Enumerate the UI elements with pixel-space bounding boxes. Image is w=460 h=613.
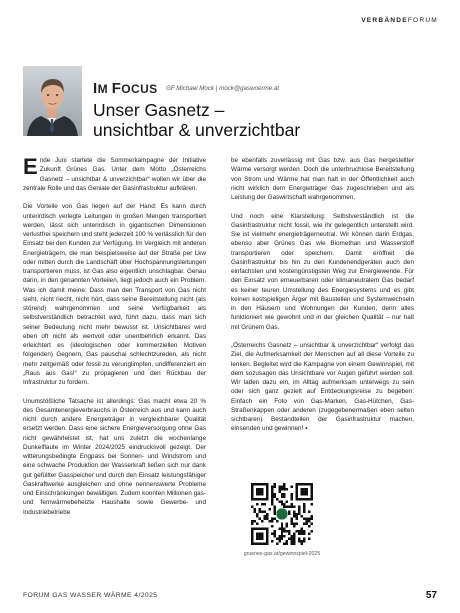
author-portrait-image	[23, 66, 82, 136]
footer-publication: FORUM GAS WASSER WÄRME 4/2025	[23, 592, 158, 599]
section-name-light: FORUM	[407, 17, 438, 24]
author-byline: GF Michael Mock | mock@gaswoerme.at	[166, 85, 279, 92]
qr-caption: gruenes-gas.at/gewinnspiel-2025	[243, 551, 321, 557]
paragraph: „Österreichs Gasnetz – unsichtbar & unverzichtbar“ verfolgt das Ziel, die Aufmerksamkeit der Menschen auf all diese Vorteile zu lenken. Begleitet wird die Kampagne von einem Gewinnspiel, mit dem sozusagen das Unsichtbare vor Augen geführt werden soll. Wir laden dazu ein, im Alltag aufmerksam unterwegs zu sein oder sich ganz gezielt auf Entdeckungsreise zu begeben: Einfach ein Foto von Gas-Marken, Gas-Hütchen, Gas-Straßenkappen oder anderen (zugegebenermaßen eben selten sichtbaren) Bestandteilen der Gasinfrastruktur machen, einsenden und gewinnen! ▪	[231, 342, 414, 433]
article-column-left	[23, 156, 206, 526]
paragraph: be ebenfalls zuverlässig mit Gas bzw. aus Gas hergestellter Wärme versorgt werden. Doch die unterbruchlose Bereitstellung von Strom und Wärme hat man halt in der Öffentlichkeit auch nicht wirklich dem Energieträger Gas zugeschrieben und als Leistung der Gaswirtschaft wahrgenommen.	[231, 157, 414, 201]
section-header	[361, 17, 438, 24]
author-photo	[23, 66, 82, 136]
paragraph: Unumstößliche Tatsache ist allerdings: Gas macht etwa 20 % des Gesamtenergieverbrauchs in Österreich aus und kann auch nicht durch andere Energieträger in vergleichbarer Qualität ersetzt werden. Dass eine sichere Energieversorgung ohne Gas nicht gewährleistet ist, hat uns zuletzt die wochenlange Dunkelflaute im Winter 2024/2025 eindrucksvoll gezeigt. Der witterungsbedingte Engpass bei Sonnen- und Windstrom und eine schwache Produktion der Wasserkraft ließen sich nur dank gut gefüllter Gasspeicher und durch den Einsatz leistungsfähiger Gaskraftwerke ausgleichen und ohne nennenswerte Probleme und Einschränkungen bewältigen. Zudem konnten Millionen gas- und fernwärmebeheizte Haushalte sowie Gewerbe- und Industriebetriebe	[23, 397, 206, 516]
paragraph: Die Vorteile von Gas liegen auf der Hand: Es kann durch unterirdisch verlegte Leitungen in großen Mengen transportiert werden, lässt sich unterirdisch in gigantischen Dimensionen verlustfrei speichern und steht jederzeit 100 % verlässlich für den Einsatz bei den Kunden zur Verfügung. Im Vergleich mit anderen Energieträgern, die man beispielsweise auf der Straße per Lkw oder mitten durch die Landschaft über Hochspannungsleitungen transportieren muss, ist Gas also eigentlich unschlagbar. Genau darin, in den genannten Vorteilen, liegt jedoch auch ein Problem. Was ich damit meine: Dass man den Transport von Gas nicht sieht, nicht riecht, nicht hört, dass seine Bereitstellung nicht (als störend) wahrgenommen und seine Verfügbarkeit als selbstverständlich betrachtet wird, führt dazu, dass man sich seiner Bedeutung nicht mehr bewusst ist. Unsichtbares wird eben oft nicht als wertvoll oder unentbehrlich erkannt. Das erleichtert es (ideologischen oder kommerziellen Motiven folgenden) Gegnern, Gas pauschal schlechtzureden, als nicht mehr zeitgemäß oder fossil zu verunglimpfen, undifferenziert ein „Raus aus Gas!“ zu propagieren und den Rückbau der Infrastruktur zu fordern.	[23, 203, 207, 387]
paragraph: Ende Juni startete die Sommerkampagne der Initiative Zukunft Grünes Gas. Unter dem Motto „Österreichs Gasnetz – unsichtbar & unverzichtbar“ wollen wir über die zentrale Rolle und das Geniale der Gasinfrastruktur aufklären.	[23, 154, 206, 192]
contest-qr-code[interactable]	[226, 483, 338, 557]
page-number: 57	[425, 590, 437, 601]
section-name-bold: VERBÄNDE	[361, 17, 408, 24]
paragraph: Und noch eine Klarstellung: Selbstverständlich ist die Gasinfrastruktur nicht fossil, wie ihr gelegentlich unterstellt wird. Sie ist vielmehr energieträgerneutral. Wir können darin Erdgas, ebenso aber Grünes Gas wie Biomethan und Wasserstoff transportieren oder speichern. Damit eröffnet die Gasinfrastruktur bis hin zu den Kundenendgeräten auch den einfachsten und kostengünstigsten Weg zur Energiewende. Für den Einsatz von erneuerbaren oder klimaneutralem Gas bedarf es keiner teuren Umstellung des Energiesystems und es gibt keinen kostspieligen Ärger mit Baustellen und Systemwechseln in den Häusern und Wohnungen der Kunden, denn alles funktioniert wie gewohnt und in der gleichen Qualität – nur halt mit Grünem Gas.	[231, 212, 414, 331]
in-focus-label: IM FOCUS	[93, 80, 158, 97]
qr-code-icon[interactable]	[251, 483, 313, 545]
headline-line-2: unsichtbar & unverzichtbar	[93, 120, 301, 140]
drop-cap: E	[23, 154, 38, 179]
article-headline	[93, 100, 300, 140]
headline-line-1: Unser Gasnetz –	[93, 100, 225, 120]
article-column-right	[231, 156, 414, 443]
